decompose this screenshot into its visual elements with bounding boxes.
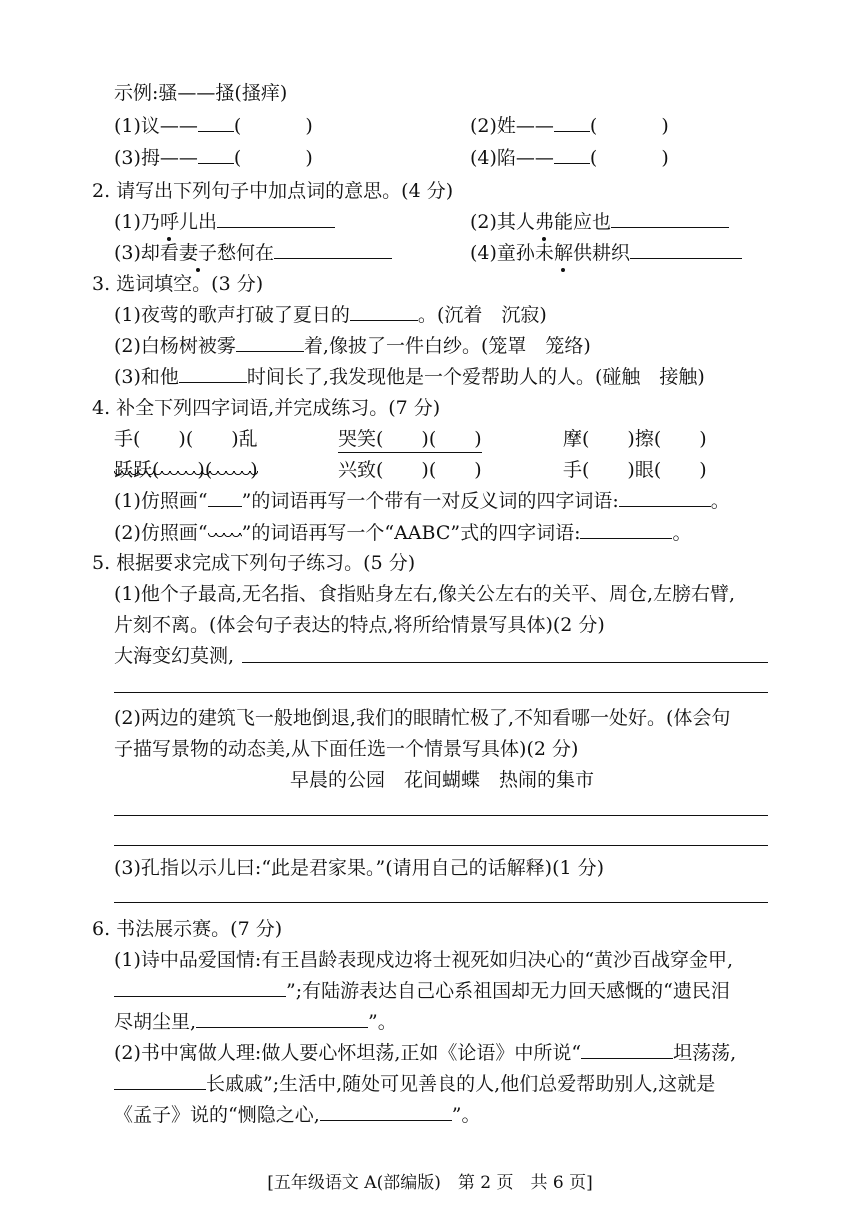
q5-part2-line1: (2)两边的建筑飞一般地倒退,我们的眼睛忙极了,不知看哪一处好。(体会句 — [114, 707, 731, 729]
example-line — [114, 80, 287, 106]
answer-blank[interactable] — [580, 520, 672, 539]
answer-line[interactable] — [114, 815, 768, 816]
answer-line[interactable] — [242, 662, 768, 663]
q5-title: 5. 根据要求完成下列句子练习。(5 分) — [92, 552, 416, 574]
answer-blank[interactable] — [554, 145, 590, 164]
answer-line[interactable] — [114, 692, 768, 693]
answer-blank[interactable] — [196, 1009, 368, 1028]
q1-item-2: (2)姓—— ( ) — [470, 115, 669, 137]
q5-part1-start: 大海变幻莫测, — [114, 645, 235, 667]
answer-blank[interactable] — [581, 1040, 673, 1059]
q2-item-2: (2)其人弗能应也 — [470, 209, 729, 235]
q5-part1-line1: (1)他个子最高,无名指、食指贴身左右,像关公左右的关平、周仓,左膀右臂, — [114, 583, 736, 605]
q2-item-4: (4)童孙未解供耕织 — [470, 240, 742, 266]
idiom-6: 手( )眼( ) — [563, 459, 707, 481]
q1-item-4: (4)陷—— ( ) — [470, 147, 669, 169]
q3-title: 3. 选词填空。(3 分) — [92, 273, 264, 295]
answer-blank[interactable] — [198, 113, 234, 132]
answer-blank[interactable] — [179, 364, 247, 383]
q5-part1-line2: 片刻不离。(体会句子表达的特点,将所给情景写具体)(2 分) — [114, 614, 605, 636]
q2-item-1: (1)乃呼儿出 — [114, 209, 335, 235]
answer-blank[interactable] — [274, 240, 392, 259]
answer-line[interactable] — [114, 902, 768, 903]
q6-line2: ”;有陆游表达自己心系祖国却无力回天感慨的“遗民泪 — [114, 978, 730, 1004]
q4-title: 4. 补全下列四字词语,并完成练习。(7 分) — [92, 397, 441, 419]
answer-blank[interactable] — [350, 302, 418, 321]
q2-item-3: (3)却看妻子愁何在 — [114, 240, 392, 266]
q2-title: 2. 请写出下列句子中加点词的意思。(4 分) — [92, 180, 454, 202]
answer-blank[interactable] — [114, 1071, 206, 1090]
idiom-5: 兴致( )( ) — [338, 459, 482, 481]
q3-item-1: (1)夜莺的歌声打破了夏日的 。(沉着 沉寂) — [114, 304, 547, 326]
q6-line4: (2)书中寓做人理:做人要心怀坦荡,正如《论语》中所说“ 坦荡荡, — [114, 1042, 737, 1064]
q6-line6: 《孟子》说的“恻隐之心, ”。 — [114, 1104, 481, 1126]
idiom-1: 手( )( )乱 — [114, 428, 258, 450]
q6-line5: 长戚戚”;生活中,随处可见善良的人,他们总爱帮助别人,这就是 — [114, 1071, 715, 1097]
q5-part2-options: 早晨的公园 花间蝴蝶 热闹的集市 — [290, 769, 595, 791]
q6-title: 6. 书法展示赛。(7 分) — [92, 918, 283, 940]
answer-blank[interactable] — [630, 240, 742, 259]
q4-exercise-1: (1)仿照画“ ”的词语再写一个带有一对反义词的四字词语: 。 — [114, 490, 730, 512]
answer-blank[interactable] — [236, 333, 304, 352]
answer-line[interactable] — [114, 845, 768, 846]
idiom-2: 哭笑( )( ) — [338, 426, 482, 453]
idiom-3: 摩( )擦( ) — [563, 428, 707, 450]
idiom-4: 跃跃( )( ) — [114, 459, 258, 481]
answer-blank[interactable] — [217, 209, 335, 228]
answer-blank[interactable] — [198, 145, 234, 164]
answer-blank[interactable] — [554, 113, 590, 132]
q1-item-1: (1)议—— ( ) — [114, 115, 313, 137]
answer-blank[interactable] — [611, 209, 729, 228]
answer-blank[interactable] — [320, 1102, 452, 1121]
page-footer: [五年级语文 A(部编版) 第 2 页 共 6 页] — [267, 1173, 593, 1193]
answer-blank[interactable] — [619, 488, 711, 507]
q6-line1: (1)诗中品爱国情:有王昌龄表现戍边将士视死如归决心的“黄沙百战穿金甲, — [114, 949, 734, 971]
example-text: 示例:骚——搔(搔痒) — [114, 82, 288, 104]
q5-part2-line2: 子描写景物的动态美,从下面任选一个情景写具体)(2 分) — [114, 738, 579, 760]
q6-line3: 尽胡尘里, ”。 — [114, 1011, 397, 1033]
q4-exercise-2: (2)仿照画“ ”的词语再写一个“AABC”式的四字词语: 。 — [114, 519, 692, 546]
q3-item-2: (2)白杨树被雾 着,像披了一件白纱。(笼罩 笼络) — [114, 335, 591, 357]
q3-item-3: (3)和他 时间长了,我发现他是一个爱帮助人的人。(碰触 接触) — [114, 366, 705, 388]
answer-blank[interactable] — [114, 978, 286, 997]
q5-part3-line: (3)孔指以示儿曰:“此是君家果。”(请用自己的话解释)(1 分) — [114, 857, 605, 879]
q1-item-3: (3)拇—— ( ) — [114, 147, 313, 169]
